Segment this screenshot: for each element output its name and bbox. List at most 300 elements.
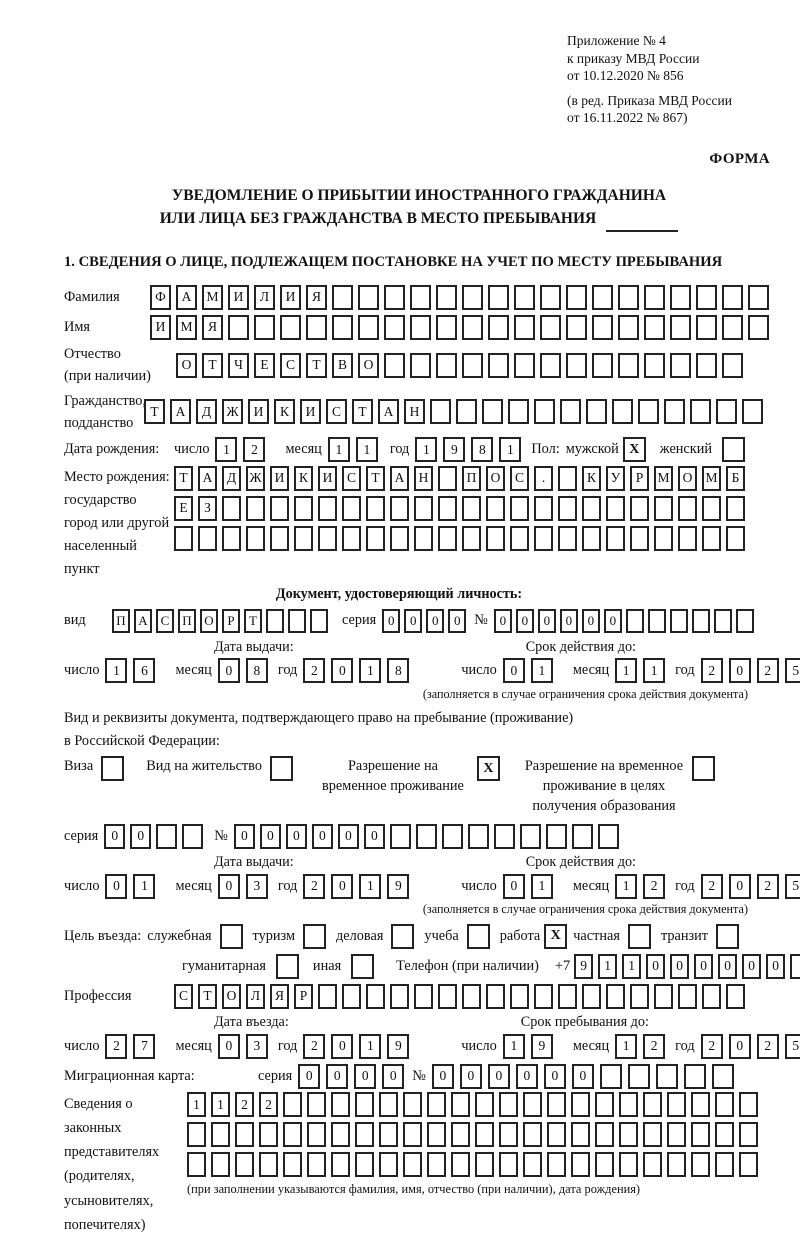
char-box[interactable]: О	[176, 353, 197, 378]
char-box[interactable]	[410, 285, 431, 310]
char-box[interactable]	[462, 285, 483, 310]
char-box[interactable]	[618, 285, 639, 310]
char-box[interactable]: 0	[312, 824, 333, 849]
char-box[interactable]: 2	[701, 874, 723, 899]
char-box[interactable]: 1	[598, 954, 617, 979]
char-box[interactable]: 2	[643, 874, 665, 899]
char-box[interactable]: 0	[488, 1064, 510, 1089]
char-box[interactable]: А	[170, 399, 191, 424]
char-box[interactable]	[403, 1092, 422, 1117]
char-box[interactable]: 7	[133, 1034, 155, 1059]
char-box[interactable]: 1	[503, 1034, 525, 1059]
char-box[interactable]	[358, 285, 379, 310]
char-box[interactable]	[510, 984, 529, 1009]
char-box[interactable]	[499, 1122, 518, 1147]
char-box[interactable]: Р	[630, 466, 649, 491]
char-box[interactable]: 0	[218, 1034, 240, 1059]
char-box[interactable]	[628, 1064, 650, 1089]
char-box[interactable]	[384, 315, 405, 340]
char-box[interactable]: Ж	[222, 399, 243, 424]
temporary-residence-education-checkbox[interactable]	[692, 756, 715, 781]
char-box[interactable]	[540, 315, 561, 340]
char-box[interactable]	[462, 496, 481, 521]
char-box[interactable]	[670, 285, 691, 310]
char-box[interactable]	[523, 1092, 542, 1117]
char-box[interactable]	[430, 399, 451, 424]
purpose-study-checkbox[interactable]	[467, 924, 490, 949]
char-box[interactable]: 3	[246, 1034, 268, 1059]
char-box[interactable]	[331, 1152, 350, 1177]
char-box[interactable]: 1	[105, 658, 127, 683]
char-box[interactable]	[523, 1122, 542, 1147]
char-box[interactable]: Я	[202, 315, 223, 340]
char-box[interactable]: 1	[328, 437, 350, 462]
char-box[interactable]	[331, 1122, 350, 1147]
char-box[interactable]: 9	[574, 954, 593, 979]
char-box[interactable]	[156, 824, 177, 849]
char-box[interactable]	[520, 824, 541, 849]
char-box[interactable]: 0	[646, 954, 665, 979]
char-box[interactable]: М	[176, 315, 197, 340]
char-box[interactable]	[654, 984, 673, 1009]
char-box[interactable]	[571, 1122, 590, 1147]
char-box[interactable]: 8	[471, 437, 493, 462]
char-box[interactable]	[696, 315, 717, 340]
char-box[interactable]: 0	[286, 824, 307, 849]
char-box[interactable]: 1	[187, 1092, 206, 1117]
char-box[interactable]: Я	[270, 984, 289, 1009]
char-box[interactable]: М	[654, 466, 673, 491]
char-box[interactable]: 0	[426, 609, 444, 633]
char-box[interactable]	[722, 353, 743, 378]
char-box[interactable]	[644, 353, 665, 378]
char-box[interactable]	[739, 1152, 758, 1177]
char-box[interactable]: П	[112, 609, 130, 633]
char-box[interactable]	[654, 526, 673, 551]
char-box[interactable]: 1	[415, 437, 437, 462]
char-box[interactable]: 2	[303, 874, 325, 899]
char-box[interactable]	[598, 824, 619, 849]
purpose-official-checkbox[interactable]	[220, 924, 243, 949]
char-box[interactable]	[462, 353, 483, 378]
char-box[interactable]: 2	[701, 658, 723, 683]
char-box[interactable]	[690, 399, 711, 424]
char-box[interactable]: 5	[785, 874, 800, 899]
char-box[interactable]: Т	[144, 399, 165, 424]
char-box[interactable]: 1	[499, 437, 521, 462]
char-box[interactable]	[566, 285, 587, 310]
char-box[interactable]	[294, 526, 313, 551]
char-box[interactable]	[508, 399, 529, 424]
char-box[interactable]: 0	[742, 954, 761, 979]
char-box[interactable]: С	[280, 353, 301, 378]
char-box[interactable]	[667, 1092, 686, 1117]
char-box[interactable]: Д	[196, 399, 217, 424]
purpose-humanitarian-checkbox[interactable]	[276, 954, 299, 979]
char-box[interactable]	[558, 466, 577, 491]
char-box[interactable]	[618, 353, 639, 378]
char-box[interactable]	[306, 315, 327, 340]
char-box[interactable]	[307, 1092, 326, 1117]
char-box[interactable]	[222, 496, 241, 521]
char-box[interactable]	[270, 526, 289, 551]
char-box[interactable]	[499, 1152, 518, 1177]
char-box[interactable]	[488, 285, 509, 310]
char-box[interactable]	[540, 285, 561, 310]
char-box[interactable]	[630, 984, 649, 1009]
char-box[interactable]	[318, 496, 337, 521]
char-box[interactable]	[648, 609, 666, 633]
char-box[interactable]	[606, 526, 625, 551]
char-box[interactable]: И	[318, 466, 337, 491]
char-box[interactable]	[442, 824, 463, 849]
char-box[interactable]: 3	[246, 874, 268, 899]
char-box[interactable]	[436, 315, 457, 340]
char-box[interactable]	[410, 315, 431, 340]
char-box[interactable]	[475, 1092, 494, 1117]
char-box[interactable]	[318, 526, 337, 551]
char-box[interactable]: 9	[387, 1034, 409, 1059]
char-box[interactable]	[742, 399, 763, 424]
char-box[interactable]	[462, 984, 481, 1009]
char-box[interactable]	[254, 315, 275, 340]
char-box[interactable]: 0	[544, 1064, 566, 1089]
char-box[interactable]	[355, 1122, 374, 1147]
char-box[interactable]	[547, 1122, 566, 1147]
char-box[interactable]	[451, 1152, 470, 1177]
char-box[interactable]	[630, 496, 649, 521]
char-box[interactable]: А	[378, 399, 399, 424]
char-box[interactable]: 0	[218, 658, 240, 683]
char-box[interactable]	[414, 496, 433, 521]
char-box[interactable]	[546, 824, 567, 849]
char-box[interactable]	[670, 315, 691, 340]
char-box[interactable]: С	[326, 399, 347, 424]
char-box[interactable]	[696, 285, 717, 310]
char-box[interactable]: У	[606, 466, 625, 491]
char-box[interactable]	[582, 984, 601, 1009]
char-box[interactable]: 0	[331, 874, 353, 899]
char-box[interactable]: 0	[105, 874, 127, 899]
char-box[interactable]: 0	[604, 609, 622, 633]
char-box[interactable]: 1	[531, 874, 553, 899]
char-box[interactable]: Л	[246, 984, 265, 1009]
char-box[interactable]	[475, 1152, 494, 1177]
sex-male-checkbox[interactable]: X	[623, 437, 646, 462]
char-box[interactable]	[451, 1092, 470, 1117]
char-box[interactable]	[692, 609, 710, 633]
char-box[interactable]: 0	[382, 1064, 404, 1089]
char-box[interactable]: 2	[303, 1034, 325, 1059]
char-box[interactable]	[748, 315, 769, 340]
char-box[interactable]	[534, 984, 553, 1009]
char-box[interactable]	[572, 824, 593, 849]
char-box[interactable]: 9	[387, 874, 409, 899]
char-box[interactable]	[684, 1064, 706, 1089]
char-box[interactable]	[739, 1092, 758, 1117]
char-box[interactable]	[270, 496, 289, 521]
char-box[interactable]	[736, 609, 754, 633]
char-box[interactable]	[475, 1122, 494, 1147]
char-box[interactable]	[644, 285, 665, 310]
char-box[interactable]	[514, 315, 535, 340]
char-box[interactable]	[488, 315, 509, 340]
char-box[interactable]	[600, 1064, 622, 1089]
char-box[interactable]: О	[678, 466, 697, 491]
char-box[interactable]	[626, 609, 644, 633]
char-box[interactable]	[342, 496, 361, 521]
char-box[interactable]	[390, 984, 409, 1009]
char-box[interactable]: З	[198, 496, 217, 521]
char-box[interactable]: И	[280, 285, 301, 310]
char-box[interactable]: К	[582, 466, 601, 491]
char-box[interactable]: 1	[356, 437, 378, 462]
char-box[interactable]	[427, 1152, 446, 1177]
temporary-residence-checkbox[interactable]: X	[477, 756, 500, 781]
char-box[interactable]: 9	[531, 1034, 553, 1059]
char-box[interactable]: 1	[531, 658, 553, 683]
char-box[interactable]	[592, 315, 613, 340]
char-box[interactable]: .	[534, 466, 553, 491]
char-box[interactable]	[390, 496, 409, 521]
char-box[interactable]: 0	[670, 954, 689, 979]
char-box[interactable]	[715, 1152, 734, 1177]
char-box[interactable]	[638, 399, 659, 424]
char-box[interactable]: А	[198, 466, 217, 491]
char-box[interactable]: Е	[174, 496, 193, 521]
char-box[interactable]	[342, 526, 361, 551]
char-box[interactable]: 2	[757, 874, 779, 899]
char-box[interactable]: 1	[622, 954, 641, 979]
char-box[interactable]: К	[274, 399, 295, 424]
char-box[interactable]	[486, 984, 505, 1009]
char-box[interactable]	[670, 353, 691, 378]
char-box[interactable]: 0	[582, 609, 600, 633]
char-box[interactable]: А	[134, 609, 152, 633]
char-box[interactable]: Ч	[228, 353, 249, 378]
char-box[interactable]	[438, 984, 457, 1009]
char-box[interactable]	[558, 984, 577, 1009]
char-box[interactable]: К	[294, 466, 313, 491]
char-box[interactable]	[619, 1152, 638, 1177]
char-box[interactable]	[198, 526, 217, 551]
char-box[interactable]	[726, 496, 745, 521]
char-box[interactable]	[547, 1092, 566, 1117]
char-box[interactable]	[332, 285, 353, 310]
char-box[interactable]: С	[342, 466, 361, 491]
char-box[interactable]	[427, 1092, 446, 1117]
char-box[interactable]	[246, 496, 265, 521]
char-box[interactable]	[366, 496, 385, 521]
char-box[interactable]: 2	[757, 658, 779, 683]
char-box[interactable]	[499, 1092, 518, 1117]
char-box[interactable]: Ф	[150, 285, 171, 310]
char-box[interactable]	[379, 1122, 398, 1147]
char-box[interactable]	[438, 496, 457, 521]
char-box[interactable]: Л	[254, 285, 275, 310]
char-box[interactable]	[606, 496, 625, 521]
char-box[interactable]: С	[174, 984, 193, 1009]
char-box[interactable]	[534, 399, 555, 424]
char-box[interactable]: И	[228, 285, 249, 310]
char-box[interactable]	[571, 1152, 590, 1177]
char-box[interactable]	[403, 1122, 422, 1147]
char-box[interactable]: 2	[701, 1034, 723, 1059]
residence-permit-checkbox[interactable]	[270, 756, 293, 781]
purpose-tourism-checkbox[interactable]	[303, 924, 326, 949]
char-box[interactable]: 1	[133, 874, 155, 899]
char-box[interactable]	[358, 315, 379, 340]
char-box[interactable]: Р	[222, 609, 240, 633]
char-box[interactable]: Т	[352, 399, 373, 424]
char-box[interactable]	[436, 353, 457, 378]
char-box[interactable]: П	[178, 609, 196, 633]
char-box[interactable]: О	[222, 984, 241, 1009]
char-box[interactable]	[331, 1092, 350, 1117]
char-box[interactable]	[619, 1092, 638, 1117]
char-box[interactable]: И	[300, 399, 321, 424]
char-box[interactable]: 1	[359, 874, 381, 899]
char-box[interactable]	[310, 609, 328, 633]
char-box[interactable]	[534, 526, 553, 551]
char-box[interactable]	[534, 496, 553, 521]
char-box[interactable]: А	[390, 466, 409, 491]
char-box[interactable]	[667, 1122, 686, 1147]
char-box[interactable]: И	[150, 315, 171, 340]
char-box[interactable]	[355, 1092, 374, 1117]
char-box[interactable]: 1	[215, 437, 237, 462]
char-box[interactable]	[182, 824, 203, 849]
char-box[interactable]	[510, 526, 529, 551]
char-box[interactable]	[436, 285, 457, 310]
char-box[interactable]: Т	[198, 984, 217, 1009]
char-box[interactable]	[235, 1152, 254, 1177]
char-box[interactable]	[571, 1092, 590, 1117]
purpose-work-checkbox[interactable]: X	[544, 924, 567, 949]
char-box[interactable]: 0	[338, 824, 359, 849]
char-box[interactable]	[514, 285, 535, 310]
char-box[interactable]	[691, 1092, 710, 1117]
char-box[interactable]: О	[358, 353, 379, 378]
char-box[interactable]: Б	[726, 466, 745, 491]
char-box[interactable]	[715, 1092, 734, 1117]
char-box[interactable]	[379, 1092, 398, 1117]
char-box[interactable]	[739, 1122, 758, 1147]
char-box[interactable]	[678, 984, 697, 1009]
char-box[interactable]: 0	[494, 609, 512, 633]
char-box[interactable]	[712, 1064, 734, 1089]
char-box[interactable]: 0	[130, 824, 151, 849]
char-box[interactable]	[582, 526, 601, 551]
char-box[interactable]	[318, 984, 337, 1009]
char-box[interactable]: 0	[331, 1034, 353, 1059]
char-box[interactable]: 1	[359, 1034, 381, 1059]
char-box[interactable]	[592, 353, 613, 378]
char-box[interactable]	[366, 526, 385, 551]
char-box[interactable]	[438, 466, 457, 491]
char-box[interactable]: 0	[404, 609, 422, 633]
char-box[interactable]	[384, 353, 405, 378]
char-box[interactable]: 0	[432, 1064, 454, 1089]
char-box[interactable]: 0	[298, 1064, 320, 1089]
char-box[interactable]	[462, 526, 481, 551]
char-box[interactable]	[691, 1122, 710, 1147]
char-box[interactable]: 0	[729, 658, 751, 683]
char-box[interactable]: 0	[260, 824, 281, 849]
char-box[interactable]: 0	[572, 1064, 594, 1089]
char-box[interactable]: 1	[211, 1092, 230, 1117]
char-box[interactable]	[702, 984, 721, 1009]
char-box[interactable]: 8	[387, 658, 409, 683]
char-box[interactable]	[438, 526, 457, 551]
char-box[interactable]	[366, 984, 385, 1009]
char-box[interactable]: 9	[443, 437, 465, 462]
char-box[interactable]	[612, 399, 633, 424]
char-box[interactable]	[283, 1122, 302, 1147]
char-box[interactable]	[566, 315, 587, 340]
char-box[interactable]: 0	[448, 609, 466, 633]
char-box[interactable]	[592, 285, 613, 310]
char-box[interactable]	[416, 824, 437, 849]
char-box[interactable]	[451, 1122, 470, 1147]
char-box[interactable]	[456, 399, 477, 424]
char-box[interactable]	[630, 526, 649, 551]
char-box[interactable]	[670, 609, 688, 633]
char-box[interactable]: Я	[306, 285, 327, 310]
char-box[interactable]	[390, 824, 411, 849]
char-box[interactable]: Ж	[246, 466, 265, 491]
char-box[interactable]: И	[270, 466, 289, 491]
char-box[interactable]: 0	[364, 824, 385, 849]
char-box[interactable]	[427, 1122, 446, 1147]
sex-female-checkbox[interactable]	[722, 437, 745, 462]
char-box[interactable]: 0	[503, 658, 525, 683]
char-box[interactable]: 2	[643, 1034, 665, 1059]
char-box[interactable]	[595, 1152, 614, 1177]
char-box[interactable]	[266, 609, 284, 633]
char-box[interactable]	[558, 526, 577, 551]
char-box[interactable]	[667, 1152, 686, 1177]
char-box[interactable]: 0	[331, 658, 353, 683]
char-box[interactable]: 0	[718, 954, 737, 979]
char-box[interactable]	[618, 315, 639, 340]
char-box[interactable]	[211, 1152, 230, 1177]
char-box[interactable]	[558, 496, 577, 521]
char-box[interactable]	[187, 1152, 206, 1177]
char-box[interactable]	[283, 1092, 302, 1117]
char-box[interactable]: Т	[244, 609, 262, 633]
char-box[interactable]	[643, 1152, 662, 1177]
char-box[interactable]	[222, 526, 241, 551]
char-box[interactable]: И	[248, 399, 269, 424]
char-box[interactable]	[384, 285, 405, 310]
char-box[interactable]	[482, 399, 503, 424]
char-box[interactable]	[726, 984, 745, 1009]
char-box[interactable]	[410, 353, 431, 378]
char-box[interactable]	[246, 526, 265, 551]
char-box[interactable]: 1	[615, 1034, 637, 1059]
char-box[interactable]: 0	[766, 954, 785, 979]
char-box[interactable]	[288, 609, 306, 633]
char-box[interactable]	[235, 1122, 254, 1147]
char-box[interactable]: М	[702, 466, 721, 491]
char-box[interactable]	[510, 496, 529, 521]
char-box[interactable]: 0	[516, 1064, 538, 1089]
char-box[interactable]: 1	[615, 658, 637, 683]
char-box[interactable]	[678, 526, 697, 551]
char-box[interactable]	[414, 526, 433, 551]
char-box[interactable]	[187, 1122, 206, 1147]
